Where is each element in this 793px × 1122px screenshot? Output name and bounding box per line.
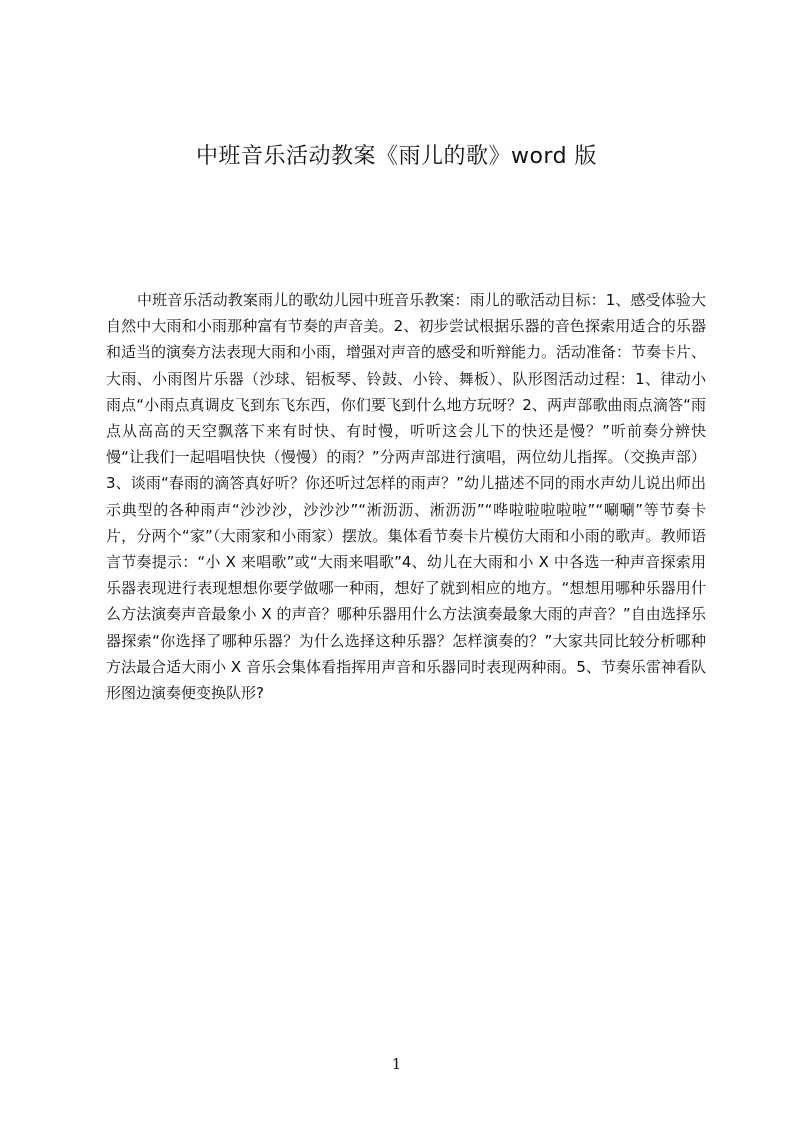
document-title: 中班音乐活动教案《雨儿的歌》word 版 [195, 144, 598, 169]
body-paragraph: 中班音乐活动教案雨儿的歌幼儿园中班音乐教案：雨儿的歌活动目标：1、感受体验大自然中大雨和小雨那种富有节奏的声音美。2、初步尝试根据乐器的音色探索用适合的乐器和适当的演奏方法表现大雨和小雨，增强对声音的感受和听辩能力。活动准备：节奏卡片、大雨、小雨图片乐器（沙球、铝板琴、铃鼓、小铃、舞板）、队形图活动过程：1、律动小雨点“小雨点真调皮飞到东飞东西，你们要飞到什么地方玩呀？2、两声部歌曲雨点滴答“雨点从高高的天空飘落下来有时快、有时慢，听听这会儿下的快还是慢？”听前奏分辨快慢“让我们一起唱唱快快（慢慢）的雨？”分两声部进行演唱，两位幼儿指挥。（交换声部）3、谈雨“春雨的滴答真好听？你还听过怎样的雨声？”幼儿描述不同的雨水声幼儿说出师出示典型的各种雨声“沙沙沙，沙沙沙”“淅沥沥、淅沥沥”“哗啦啦啦啦啦”“唰唰”等节奏卡片，分两个“家”（大雨家和小雨家）摆放。集体看节奏卡片模仿大雨和小雨的歌声。教师语言节奏提示：“小 X 来唱歌”或“大雨来唱歌”4、幼儿在大雨和小 X 中各选一种声音探索用乐器表现进行表现想想你要学做哪一种雨，想好了就到相应的地方。“想想用哪种乐器用什么方法演奏声音最象小 X 的声音？哪种乐器用什么方法演奏最象大雨的声音？”自由选择乐器探索“你选择了哪种乐器？为什么选择这种乐器？怎样演奏的？”大家共同比较分析哪种方法最合适大雨小 X 音乐会集体看指挥用声音和乐器同时表现两种雨。5、节奏乐雷神看队形图边演奏便变换队形? [106, 291, 706, 703]
page-number: 1 [391, 1055, 402, 1073]
